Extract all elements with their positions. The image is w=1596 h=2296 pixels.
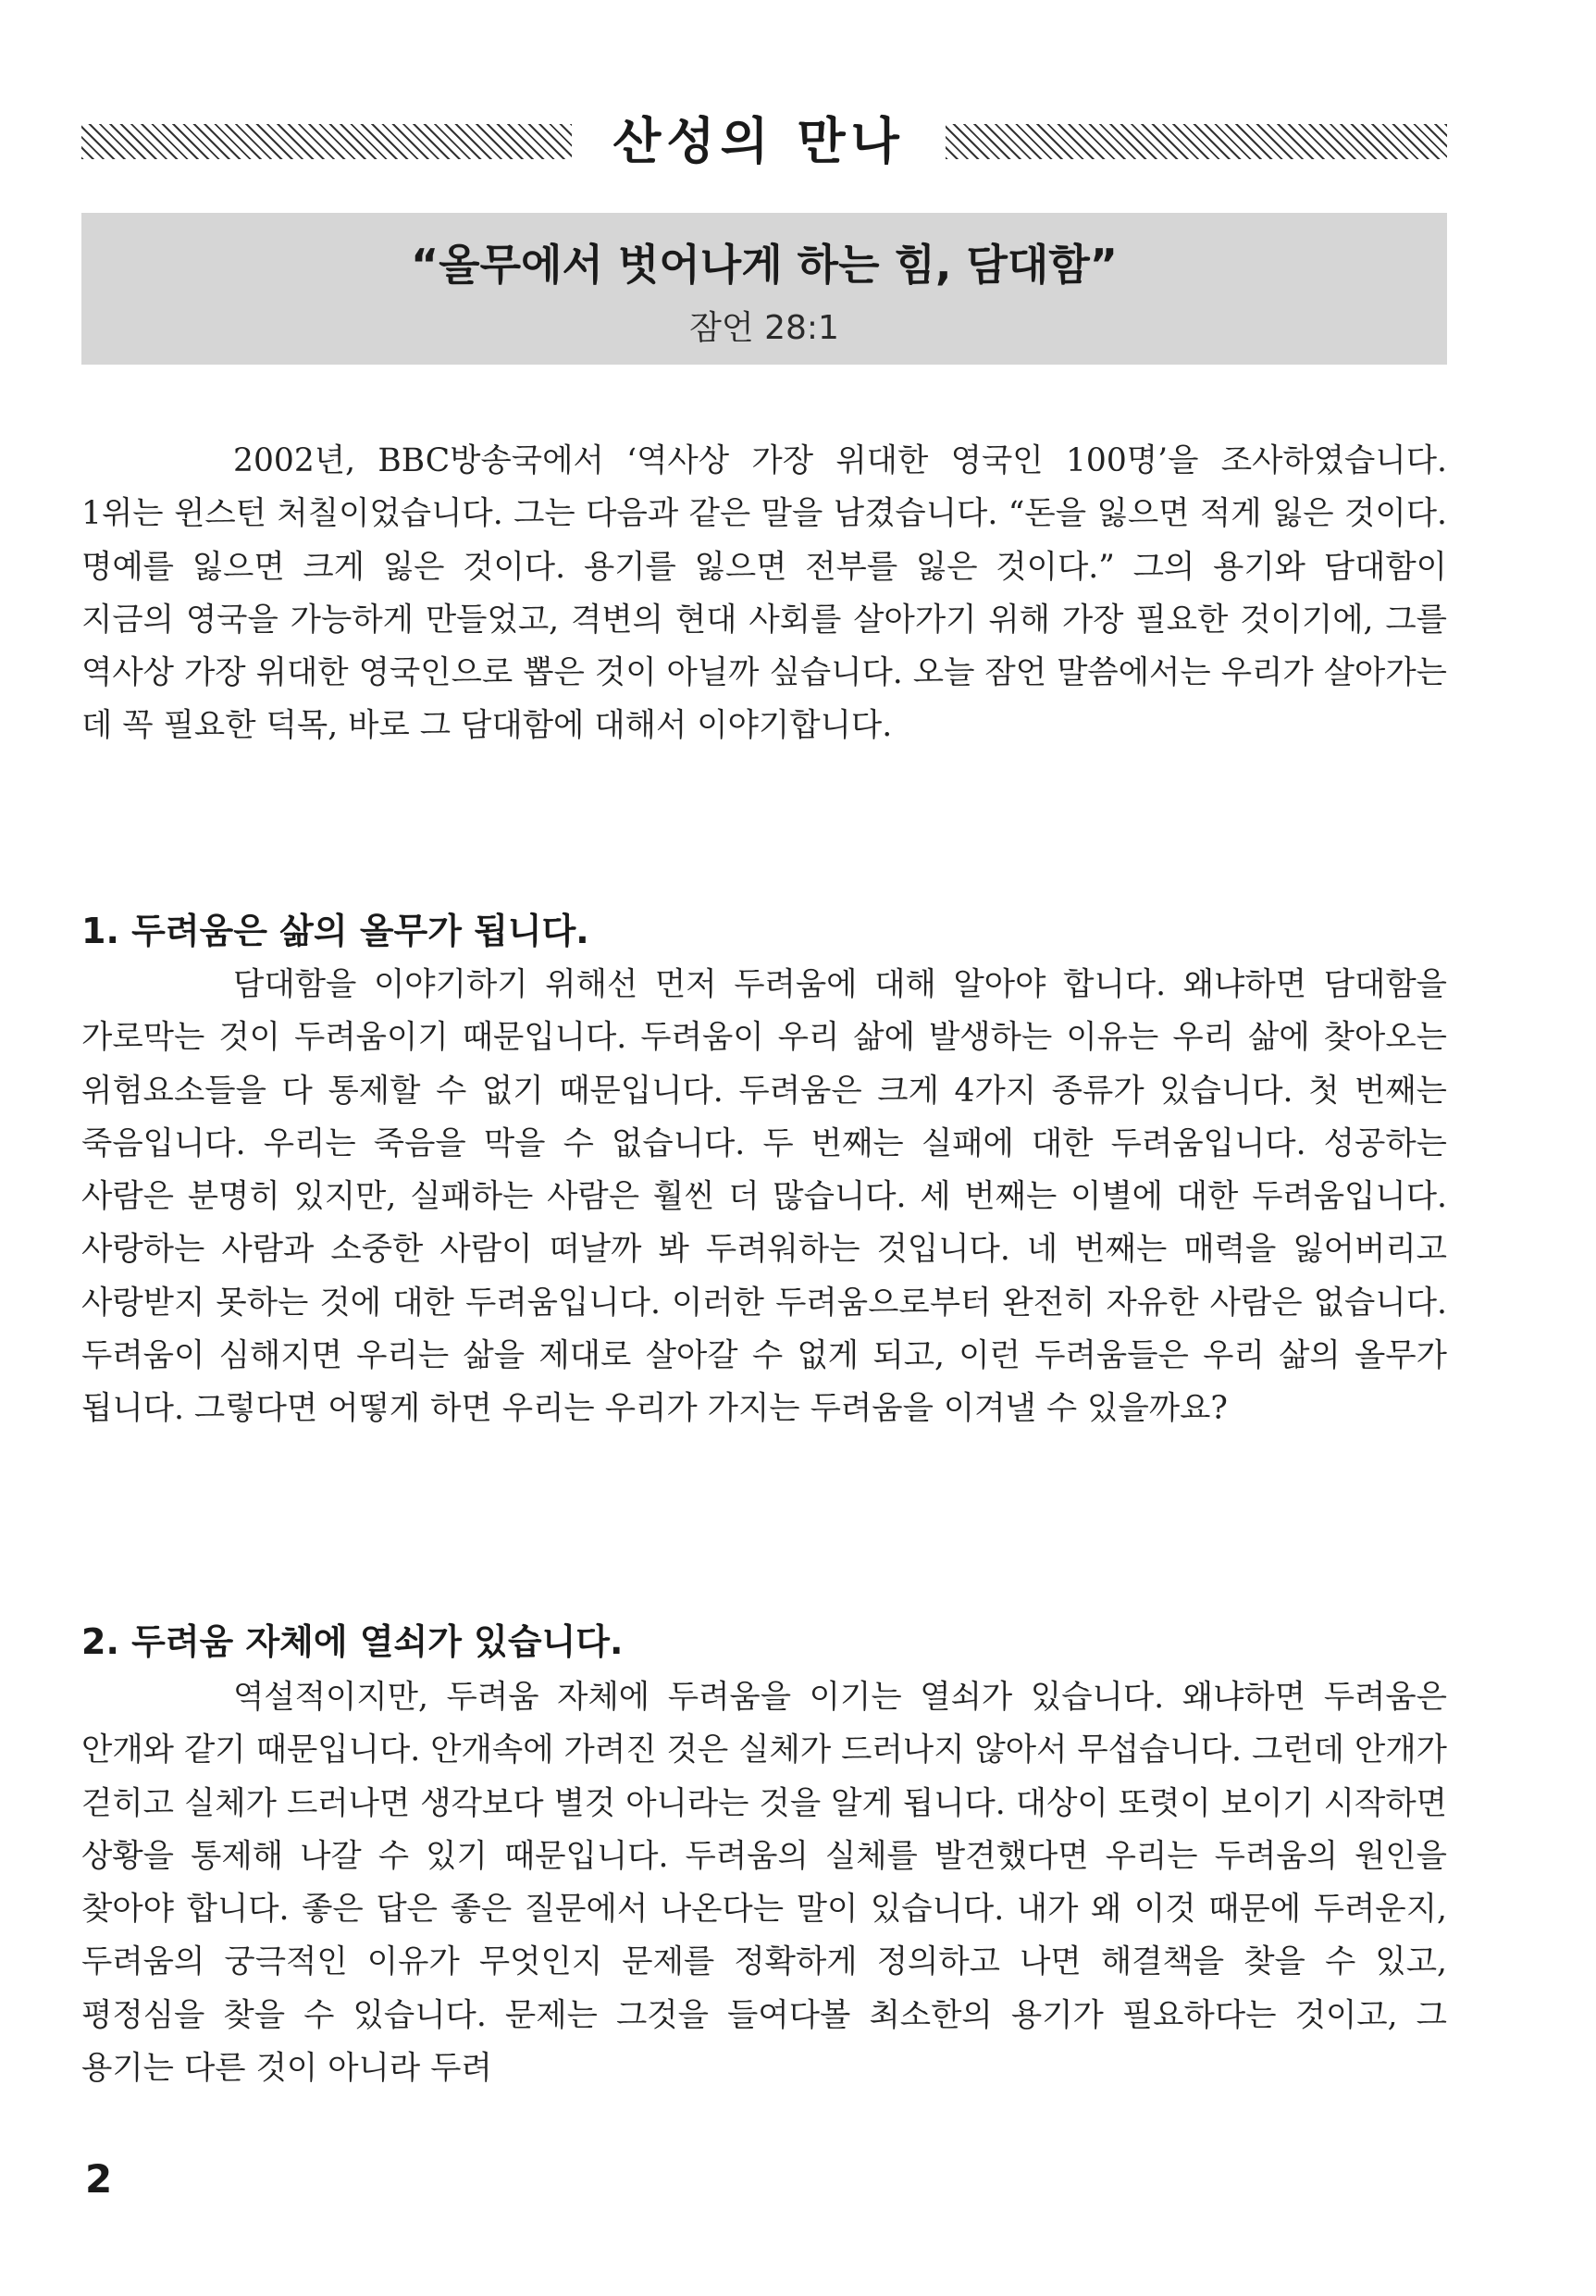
- page-number: 2: [85, 2156, 113, 2202]
- section-1-paragraph: 담대함을 이야기하기 위해선 먼저 두려움에 대해 알아야 합니다. 왜냐하면 담대함을 가로막는 것이 두려움이기 때문입니다. 두려움이 우리 삶에 발생하는 이유는 우리 삶에 찾아오는 위험요소들을 다 통제할 수 없기 때문입니다. 두려움은 크게 4가지 종류가 있습니다. 첫 번째는 죽음입니다. 우리는 죽음을 막을 수 없습니다. 두 번째는 실패에 대한 두려움입니다. 성공하는 사람은 분명히 있지만, 실패하는 사람은 훨씬 더 많습니다. 세 번째는 이별에 대한 두려움입니다. 사랑하는 사람과 소중한 사람이 떠날까 봐 두려워하는 것입니다. 네 번째는 매력을 잃어버리고 사랑받지 못하는 것에 대한 두려움입니다. 이러한 두려움으로부터 완전히 자유한 사람은 없습니다. 두려움이 심해지면 우리는 삶을 제대로 살아갈 수 없게 되고, 이런 두려움들은 우리 삶의 올무가 됩니다. 그렇다면 어떻게 하면 우리는 우리가 가지는 두려움을 이겨낼 수 있을까요?: [81, 966, 1447, 1428]
- sermon-title-box: [81, 213, 1447, 365]
- section-title: 산성의 만나: [612, 112, 905, 170]
- intro-paragraph: 2002년, BBC방송국에서 ‘역사상 가장 위대한 영국인 100명’을 조사하였습니다. 1위는 윈스턴 처칠이었습니다. 그는 다음과 같은 말을 남겼습니다. “돈을 잃으면 적게 잃은 것이다. 명예를 잃으면 크게 잃은 것이다. 용기를 잃으면 전부를 잃은 것이다.” 그의 용기와 담대함이 지금의 영국을 가능하게 만들었고, 격변의 현대 사회를 살아가기 위해 가장 필요한 것이기에, 그를 역사상 가장 위대한 영국인으로 뽑은 것이 아닐까 싶습니다. 오늘 잠언 말씀에서는 우리가 살아가는 데 꼭 필요한 덕목, 바로 그 담대함에 대해서 이야기합니다.: [81, 442, 1447, 745]
- section-2-paragraph: 역설적이지만, 두려움 자체에 두려움을 이기는 열쇠가 있습니다. 왜냐하면 두려움은 안개와 같기 때문입니다. 안개속에 가려진 것은 실체가 드러나지 않아서 무섭습니다. 그런데 안개가 걷히고 실체가 드러나면 생각보다 별것 아니라는 것을 알게 됩니다. 대상이 또렷이 보이기 시작하면 상황을 통제해 나갈 수 있기 때문입니다. 두려움의 실체를 발견했다면 우리는 두려움의 원인을 찾아야 합니다. 좋은 답은 좋은 질문에서 나온다는 말이 있습니다. 내가 왜 이것 때문에 두려운지, 두려움의 궁극적인 이유가 무엇인지 문제를 정확하게 정의하고 나면 해결책을 찾을 수 있고, 평정심을 찾을 수 있습니다. 문제는 그것을 들여다볼 최소한의 용기가 필요하다는 것이고, 그 용기는 다른 것이 아니라 두려: [81, 1679, 1447, 2088]
- scripture-reference: 잠언 28:1: [689, 309, 839, 347]
- sermon-title: “올무에서 벗어나게 하는 힘, 담대함”: [410, 240, 1119, 290]
- hatch-decoration-left: [81, 124, 572, 159]
- hatch-decoration-right: [946, 124, 1447, 159]
- section-header: [81, 109, 1447, 174]
- section-heading-2: 2. 두려움 자체에 열쇠가 있습니다.: [81, 1621, 624, 1662]
- section-heading-1: 1. 두려움은 삶의 올무가 됩니다.: [81, 911, 589, 951]
